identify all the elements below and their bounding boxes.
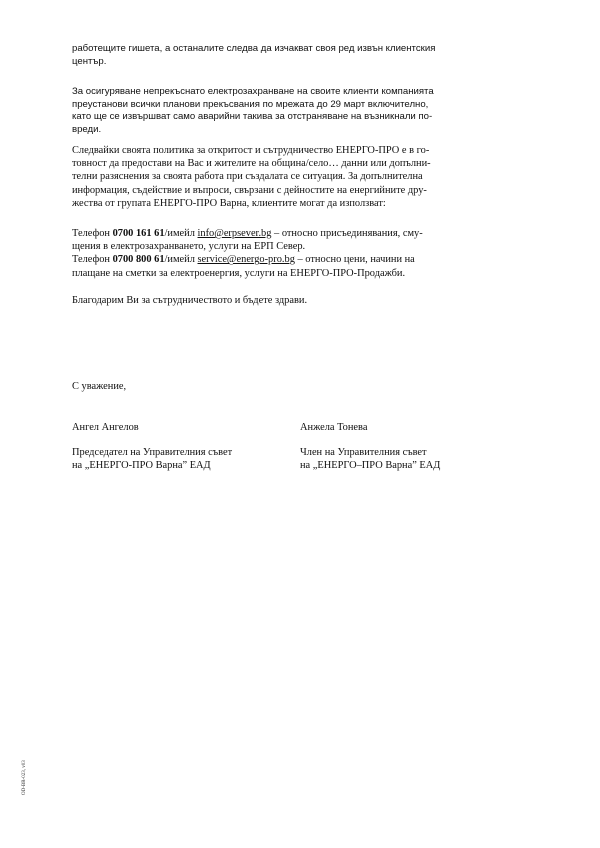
text-line: преустанови всички планови прекъсвания по мрежата до 29 март включително, (72, 98, 429, 110)
signatory-title: на „ЕНЕРГО-ПРО Варна” ЕАД (72, 460, 211, 471)
phone-number: 0700 161 61 (112, 228, 165, 239)
text-line: телни разяснения за своята работа при създалата се ситуация. За допълнителна (72, 171, 423, 183)
phone-number: 0700 800 61 (112, 254, 165, 266)
text-line: щения в електрозахранването, услуги на ЕРП Север. (72, 241, 306, 253)
contact-line-sales (72, 253, 534, 266)
email-link[interactable]: service@energo-pro.bg (197, 254, 295, 266)
text-line: вреди. (72, 123, 102, 135)
text-line: център. (72, 55, 107, 67)
paragraph-policy (72, 144, 534, 210)
contact-prefix: Телефон (72, 228, 113, 239)
signatory-name: Ангел Ангелов (72, 422, 139, 433)
contact-mid: /имейл (164, 254, 198, 266)
signatory-title: Председател на Управителния съвет (72, 447, 233, 458)
paragraph-counter-service (72, 43, 534, 68)
closing-salutation: С уважение, (72, 381, 127, 392)
text-line: информация, съдействие и въпроси, свързани с дейностите на енергийните дру- (72, 184, 427, 196)
contact-suffix: – относно присъединявания, сму- (271, 228, 423, 239)
text-line: товност да предостави на Вас и жителите на община/село… данни или допълни- (72, 158, 431, 170)
text-line: плащане на сметки за електроенергия, услуги на ЕНЕРГО-ПРО-Продажби. (72, 267, 406, 279)
signatory-title: на „ЕНЕРГО–ПРО Варна” ЕАД (300, 460, 441, 471)
text-line: жества от групата ЕНЕРГО-ПРО Варна, клиентите могат да използват: (72, 197, 386, 209)
contact-suffix: – относно цени, начини на (294, 254, 415, 266)
text-line: За осигуряване непрекъснато електрозахранване на своите клиенти компанията (72, 86, 434, 97)
text-line: като ще се извършват само аварийни такива за отстраняване на възникнали по- (72, 111, 433, 123)
text-line: Следвайки своята политика за откритост и сътрудничество ЕНЕРГО-ПРО е в го- (72, 145, 430, 156)
document-reference: OD-BR-023, v03 (22, 760, 27, 795)
paragraph-outages (72, 86, 534, 136)
contact-line-sever (72, 227, 534, 240)
signatory-title: Член на Управителния съвет (300, 447, 427, 458)
contact-mid: /имейл (164, 228, 198, 239)
contact-prefix: Телефон (72, 254, 113, 266)
signatory-name: Анжела Тонева (300, 422, 368, 433)
email-link[interactable]: info@erpsever.bg (197, 228, 272, 239)
thanks-line (72, 294, 534, 307)
contacts-block (72, 227, 534, 280)
text-line: Благодарим Ви за сътрудничеството и бъдете здрави. (72, 295, 308, 306)
text-line: работещите гишета, а останалите следва да изчакват своя ред извън клиентския (72, 43, 436, 54)
